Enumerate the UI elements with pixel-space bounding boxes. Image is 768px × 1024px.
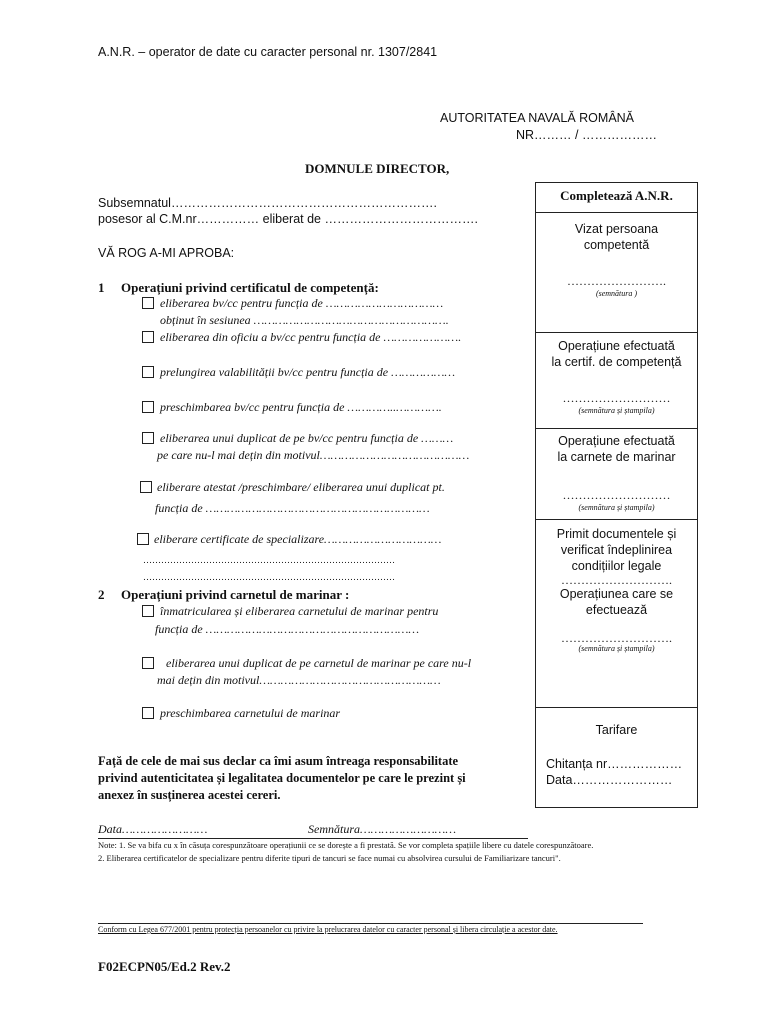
anr-verif-dots[interactable]: ………………………. [561, 573, 672, 587]
item-seaman-duplicate-line1: eliberarea unui duplicat de pe carnetul de marinar pe care nu-l [166, 656, 472, 670]
section1-number: 1 [98, 280, 105, 295]
anr-verif-line5: efectuează [585, 603, 648, 617]
applicant-name-field[interactable]: Subsemnatul………………………………………………………. [98, 196, 437, 210]
checkbox-seaman-duplicate[interactable] [142, 657, 154, 669]
declaration-line1: Față de cele de mai sus declar ca îmi asum întreaga responsabilitate [98, 754, 459, 768]
checkbox-bv-extend[interactable] [142, 366, 154, 378]
anr-vizat-sig: (semnătura ) [595, 289, 638, 298]
note-2: 2. Eliberarea certificatelor de specializare pentru diferite tipuri de tancuri se face numai cu absolvirea cursului de Familiarizare tancuri". [98, 853, 561, 863]
checkbox-bv-exchange[interactable] [142, 401, 154, 413]
declaration-line2: privind autenticitatea și legalitatea documentelor pe care le prezint și [98, 771, 466, 785]
anr-vizat-line2: competentă [583, 238, 650, 252]
item-seaman-exchange: preschimbarea carnetului de marinar [160, 706, 341, 720]
checkbox-bv-official[interactable] [142, 331, 154, 343]
item-bv-issue-line2: obținut în sesiunea ………………………………………………. [160, 313, 449, 327]
anr-divider-4 [536, 519, 697, 520]
anr-date-field[interactable]: Data…………………… [546, 773, 673, 787]
anr-divider-2 [536, 332, 697, 333]
anr-seaman-line2: la carnete de marinar [557, 450, 676, 464]
anr-box-title: Completează A.N.R. [560, 188, 673, 203]
form-code: F02ECPN05/Ed.2 Rev.2 [98, 959, 231, 974]
item-seaman-register-line2: funcția de …………………………………………………… [155, 622, 420, 636]
item-seaman-duplicate-line2: mai dețin din motivul…………………………………………… [157, 673, 441, 687]
anr-verif-sig: (semnătura și ștampila) [578, 644, 655, 653]
anr-box [535, 182, 698, 808]
item-attestation-line1: eliberare atestat /preschimbare/ eliberarea unui duplicat pt. [157, 480, 445, 494]
checkbox-seaman-exchange[interactable] [142, 707, 154, 719]
anr-seaman-dots[interactable]: ……………………… [562, 488, 671, 502]
request-heading: VĂ ROG A-MI APROBA: [98, 246, 235, 260]
item-bv-duplicate-line2: pe care nu-l mai dețin din motivul…………………………………… [157, 448, 470, 462]
item-bv-official: eliberarea din oficiu a bv/cc pentru funcția de …………………. [160, 330, 462, 344]
item-bv-exchange: preschimbarea bv/cc pentru funcția de …………..…………. [160, 400, 442, 414]
notes-divider [98, 838, 528, 839]
anr-seaman-line1: Operațiune efectuată [558, 434, 675, 448]
checkbox-attestation[interactable] [140, 481, 152, 493]
law-divider [98, 923, 643, 924]
anr-verif-line1: Primit documentele și [556, 527, 677, 541]
anr-vizat-line1: Vizat persoana [574, 222, 659, 236]
salutation: DOMNULE DIRECTOR, [305, 161, 450, 176]
item-bv-extend: prelungirea valabilității bv/cc pentru funcția de ……………… [160, 365, 456, 379]
anr-vizat-dots[interactable]: ……………………. [567, 274, 666, 288]
law-note: Conform cu Legea 677/2001 pentru protecția persoanelor cu privire la prelucrarea datelor cu caracter personal și libera circulație a acestor date. [98, 925, 558, 934]
anr-cell-verification [536, 526, 697, 654]
note-1: Note: 1. Se va bifa cu x în căsuța corespunzătoare operațiunii ce se dorește a fi prestată. Se vor completa spațiile libere cu datele corespunzătoare. [98, 840, 594, 850]
anr-divider-1 [536, 212, 697, 213]
item-specialization-line1: eliberare certificate de specializare…………………………… [154, 532, 442, 546]
registration-number[interactable]: NR……… / ……………… [516, 128, 657, 142]
anr-cert-dots[interactable]: ……………………… [562, 391, 671, 405]
anr-divider-5 [536, 707, 697, 708]
item-bv-issue-line1: eliberarea bv/cc pentru funcția de …………………………… [160, 296, 444, 310]
anr-cell-vizat [536, 221, 697, 299]
anr-verif-line4: Operațiunea care se [559, 587, 674, 601]
anr-divider-3 [536, 428, 697, 429]
anr-cert-line2: la certif. de competență [551, 355, 682, 369]
anr-tarifare-title: Tarifare [595, 723, 638, 737]
checkbox-bv-duplicate[interactable] [142, 432, 154, 444]
item-specialization-line3[interactable]: ………………………………………………………………………… [143, 572, 395, 582]
checkbox-seaman-register[interactable] [142, 605, 154, 617]
applicant-cm-field[interactable]: posesor al C.M.nr…………… eliberat de ………………………………. [98, 212, 478, 226]
section2-number: 2 [98, 587, 105, 602]
checkbox-bv-issue[interactable] [142, 297, 154, 309]
section1-title: Operațiuni privind certificatul de competență: [121, 280, 379, 295]
item-bv-duplicate-line1: eliberarea unui duplicat de pe bv/cc pentru funcția de ……… [160, 431, 454, 445]
anr-cell-seaman [536, 433, 697, 513]
anr-verif-line2: verificat îndeplinirea [560, 543, 673, 557]
anr-seaman-sig: (semnătura și ștampila) [578, 503, 655, 512]
section2-title: Operațiuni privind carnetul de marinar : [121, 587, 350, 602]
signature-field[interactable]: Semnătura……………………… [308, 822, 457, 836]
date-field[interactable]: Data…………………… [98, 822, 208, 836]
item-seaman-register-line1: înmatricularea și eliberarea carnetului de marinar pentru [160, 604, 439, 618]
anr-cert-line1: Operațiune efectuată [558, 339, 675, 353]
anr-verif-line3: condițiilor legale [571, 559, 662, 573]
item-specialization-line2[interactable]: ………………………………………………………………………… [143, 555, 395, 565]
anr-cell-certificate [536, 338, 697, 416]
authority-name: AUTORITATEA NAVALĂ ROMÂNĂ [440, 111, 635, 125]
anr-receipt-field[interactable]: Chitanța nr……………… [546, 757, 683, 771]
item-attestation-line2: funcția de ……………………………………………………… [155, 501, 430, 515]
operator-line: A.N.R. – operator de date cu caracter personal nr. 1307/2841 [98, 45, 438, 59]
declaration-line3: anexez în susținerea acestei cereri. [98, 788, 281, 802]
anr-cert-sig: (semnătura și ștampila) [578, 406, 655, 415]
checkbox-specialization[interactable] [137, 533, 149, 545]
anr-verif-dots2[interactable]: ………………………. [561, 631, 672, 645]
